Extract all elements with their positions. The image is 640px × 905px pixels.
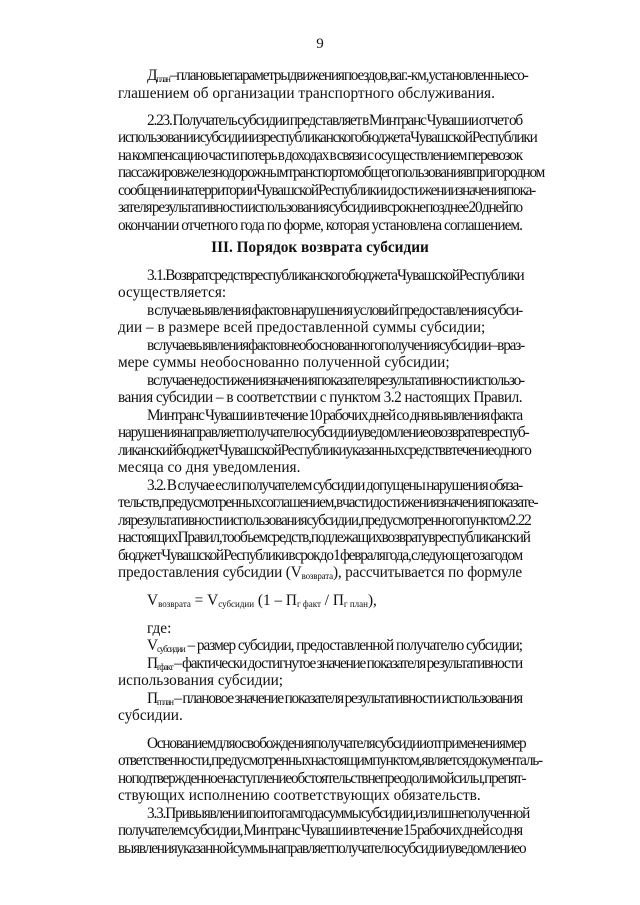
text-line-content [118,707,183,724]
text-segment: П [147,655,157,672]
text-line-content [118,85,495,102]
text-line-content [118,494,537,511]
text-segment: ля результативности использования субсидии, предусмотренного пунктом 2.22 [118,512,531,529]
text-line [118,512,531,529]
text-segment: выявления указанной суммы направляет получателю субсидии уведомление о [118,840,526,857]
text-line [118,787,522,804]
text-line [118,182,536,199]
subscript: субсидии [157,644,185,654]
text-line [147,805,530,822]
text-line-content [118,147,522,164]
text-line-content [118,547,522,564]
text-line [147,407,522,424]
text-line-content [147,67,528,84]
text-line [118,840,526,857]
text-line-content [118,529,530,546]
text-line [118,354,522,371]
text-line [147,655,522,672]
text-line-content [118,770,525,787]
text-line-content [147,690,522,707]
text-line [118,319,522,336]
text-line-content [118,284,226,301]
text-line [147,735,526,752]
text-segment: настоящих Правил, то объем средств, подлежащих возврату в республиканский [118,529,530,546]
text-segment: / П [320,592,344,609]
text-segment: нарушения направляет получателю субсидии уведомление о возврате в респуб- [118,424,529,441]
text-line-content [118,182,535,199]
text-line [118,85,522,102]
text-line [118,217,522,234]
text-line [118,147,522,164]
text-line [147,372,522,389]
text-line [147,477,522,494]
text-line-content [118,217,522,234]
text-line-content [147,805,529,822]
subscript: план [156,74,170,84]
text-line [118,547,522,564]
page-number: 9 [316,36,324,52]
text-line-content [147,655,522,672]
text-segment: Д [147,67,157,84]
text-line-content [118,129,537,146]
text-line [118,459,522,476]
text-line-content [118,319,485,336]
text-segment: месяца со дня уведомления. [118,459,301,476]
text-line-content [118,564,522,581]
subscript: г план [156,697,173,707]
text-segment: в случае выявления фактов необоснованного получения субсидии – в раз- [147,337,524,354]
text-line-content [147,372,524,389]
text-line-content [118,199,522,216]
text-segment: сообщении на территории Чувашской Республики и достижении значения пока- [118,182,536,199]
text-line-content [147,637,522,654]
text-line-content [147,735,525,752]
text-line [118,389,522,406]
text-line-content [118,672,283,689]
text-line-content [118,840,525,857]
text-segment: ), [367,592,377,609]
text-segment: на компенсацию части потерь в доходах в связи с осуществлением перевозок [118,147,522,164]
text-segment: пассажиров железнодорожным транспортом общего пользования в пригородном [118,164,545,181]
text-line [118,442,531,459]
text-line-content [147,302,522,319]
text-segment: дии – в размере всей предоставленной суммы субсидии; [118,319,486,336]
text-segment: V [147,592,159,609]
text-line-content [118,459,300,476]
text-line [147,267,522,284]
text-segment: предоставления субсидии (V [118,564,302,581]
text-line-content [147,112,522,129]
text-segment: 2.23. Получатель субсидии представляет в Минтранс Чувашии отчет об [147,112,522,129]
text-segment: – плановые параметры движения поездов, ваг.-км, установленные со- [169,67,528,84]
text-line-content [118,389,522,406]
text-segment: Минтранс Чувашии в течение 10 рабочих дней со дня выявления факта [147,407,522,424]
text-segment: 3.3. При выявлении по итогам года суммы субсидии, излишне полученной [147,805,530,822]
text-segment: использования субсидии; [118,672,284,689]
subscript: возврата [301,571,333,581]
text-line-content [118,512,531,529]
text-line [118,564,522,581]
text-line [147,620,522,637]
text-segment: = V [190,592,219,609]
subscript: г план [343,599,368,609]
text-segment: где: [147,620,172,637]
text-line [118,424,529,441]
text-segment: – размер субсидии, предоставленной получателю субсидии; [184,637,522,654]
text-segment: V [147,637,158,654]
text-line [118,529,530,546]
text-segment: получателем субсидии, Минтранс Чувашии в течение 15 рабочих дней со дня [118,822,522,839]
text-segment: ), рассчитывается по формуле [332,564,522,581]
text-line [118,822,522,839]
section-heading: III. Порядок возврата субсидии [211,239,429,256]
text-segment: окончании отчетного года по форме, которая установлена соглашением. [118,217,522,234]
text-line [147,637,522,654]
text-segment: Основанием для освобождения получателя субсидии от применения мер [147,735,526,752]
text-line [147,592,522,609]
text-line [147,67,528,84]
text-line [147,302,522,319]
text-line [147,690,522,707]
text-line [147,112,522,129]
text-segment: 3.1. Возврат средств республиканского бюджета Чувашской Республики [147,267,524,284]
text-segment: глашением об организации транспортного обслуживания. [118,85,495,102]
text-line-content [147,337,524,354]
text-line-content [147,592,377,609]
text-line [118,284,522,301]
text-line [118,707,522,724]
text-segment: в случае недостижения значения показателя результативности использо- [147,372,524,389]
text-line-content [147,267,524,284]
text-segment: зателя результативности использования субсидии в срок не позднее 20 дней по [118,199,522,216]
text-line [118,164,545,181]
text-segment: ствующих исполнению соответствующих обязательств. [118,787,481,804]
text-segment: вания субсидии – в соответствии с пунктом 3.2 настоящих Правил. [118,389,522,406]
text-line-content [147,620,171,637]
text-line [118,199,522,216]
text-line [118,494,538,511]
text-segment: бюджет Чувашской Республики в срок до 1 февраля года, следующего за годом [118,547,522,564]
text-line-content [118,164,544,181]
subscript: субсидии [218,599,255,609]
text-segment: ответственности, предусмотренных настоящим пунктом, является документаль- [118,752,542,769]
text-line [118,129,537,146]
text-segment: тельств, предусмотренных соглашением, в части достижения значения показате- [118,494,538,511]
text-segment: осуществляется: [118,284,227,301]
text-segment: субсидии. [118,707,183,724]
text-segment: в случае выявления фактов нарушения условий предоставления субси- [147,302,522,319]
text-line-content [147,477,522,494]
text-line-content [118,442,531,459]
text-segment: но подтвержденное наступление обстоятельств непреодолимой силы, препят- [118,770,526,787]
subscript: г факт [296,599,321,609]
text-segment: – фактически достигнутое значение показателя результативности [172,655,522,672]
text-line-content [118,752,542,769]
text-line [147,337,522,354]
text-segment: 3.2. В случае если получателем субсидии допущены нарушения обяза- [147,477,522,494]
text-segment: – плановое значение показателя результативности использования [172,690,522,707]
text-line-content [118,822,522,839]
text-line [118,752,542,769]
text-line [118,770,526,787]
text-line-content [118,787,481,804]
text-segment: использовании субсидии из республиканского бюджета Чувашской Республики [118,129,537,146]
text-line [118,672,522,689]
text-segment: мере суммы необоснованно полученной субсидии; [118,354,450,371]
text-segment: ликанский бюджет Чувашской Республики указанных средств в течение одного [118,442,531,459]
text-line-content [118,354,450,371]
subscript: г факт [156,662,173,672]
text-segment: (1 – П [254,592,297,609]
text-segment: П [147,690,157,707]
text-line-content [147,407,522,424]
text-line-content [118,424,528,441]
subscript: возврата [158,599,191,609]
